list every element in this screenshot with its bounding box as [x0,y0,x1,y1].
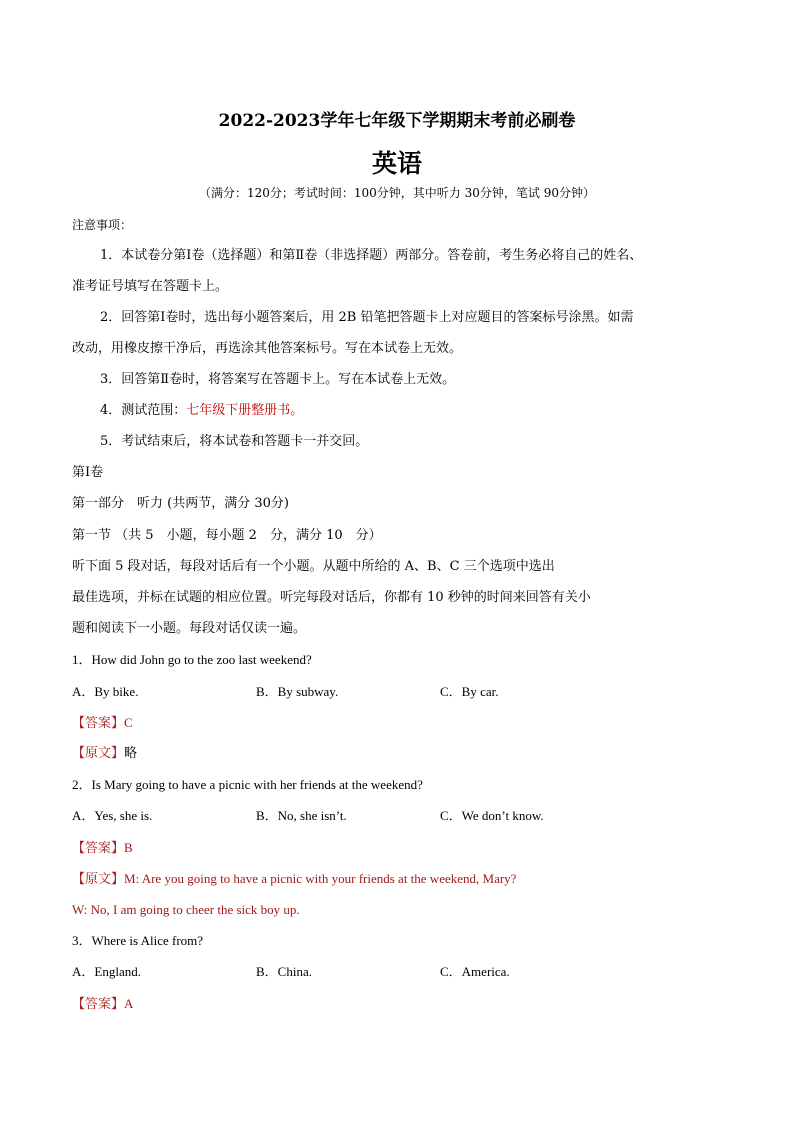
question-3-option-c: C．America. [440,964,510,979]
note-item-1-line-1: 1．本试卷分第Ⅰ卷（选择题）和第Ⅱ卷（非选择题）两部分。答卷前，考生务必将自己的姓名、 [100,248,643,263]
question-1-option-b: B．By subway. [256,684,339,699]
question-3-option-b: B．China. [256,964,312,979]
exam-info: （满分：120分；考试时间：100分钟，其中听力 30分钟，笔试 90分钟） [199,186,595,200]
instructions-line-2: 最佳选项，并标在试题的相应位置。听完每段对话后，你都有 10 秒钟的时间来回答有关小 [72,590,591,605]
subsection-heading: 第一节 （共 5 小题，每小题 2 分，满分 10 分） [72,528,382,543]
document-title: 2022-2023学年七年级下学期期末考前必刷卷 [218,111,576,131]
question-1-stem: 1．How did John go to the zoo last weekend? [72,652,312,667]
question-3-answer [72,995,133,1014]
note-item-5: 5．考试结束后，将本试卷和答题卡一并交回。 [100,434,369,449]
question-2-original-line-2: W: No, I am going to cheer the sick boy up. [72,902,300,917]
note-item-4 [100,402,303,420]
original-label: 【原文】 [72,872,125,887]
instructions-line-3: 题和阅读下一小题。每段对话仅读一遍。 [72,621,307,636]
question-2-option-c: C．We don’t know. [440,808,544,823]
note-item-2-line-1: 2．回答第Ⅰ卷时，选出每小题答案后，用 2B 铅笔把答题卡上对应题目的答案标号涂黑。如需 [100,310,634,325]
original-label: 【原文】 [72,746,125,761]
part-heading: 第一部分 听力 (共两节，满分 30分) [72,496,289,511]
answer-value: A [124,996,134,1011]
test-scope: 七年级下册整册书。 [186,403,304,418]
question-1-option-c: C．By car. [440,684,499,699]
question-2-option-a: A．Yes, she is. [72,808,153,823]
question-2-stem: 2．Is Mary going to have a picnic with her friends at the weekend? [72,777,423,792]
original-text: M: Are you going to have a picnic with your friends at the weekend, Mary? [124,871,517,886]
answer-label: 【答案】 [72,841,125,856]
original-text: 略 [124,746,138,761]
answer-label: 【答案】 [72,997,125,1012]
question-1-answer [72,714,133,733]
answer-value: C [124,715,133,730]
note-item-3: 3．回答第Ⅱ卷时，将答案写在答题卡上。写在本试卷上无效。 [100,372,456,387]
question-2-option-b: B．No, she isn’t. [256,808,347,823]
note-item-1-line-2: 准考证号填写在答题卡上。 [72,279,229,294]
answer-value: B [124,840,133,855]
question-2-original [72,870,516,889]
question-3-option-a: A．England. [72,964,141,979]
instructions-line-1: 听下面 5 段对话，每段对话后有一个小题。从题中所给的 A、B、C 三个选项中选出 [72,559,555,574]
question-3-stem: 3．Where is Alice from? [72,933,204,948]
note-item-4-prefix: 4．测试范围： [100,403,187,418]
subject-heading: 英语 [371,149,422,178]
volume-label: 第Ⅰ卷 [72,465,104,480]
note-item-2-line-2: 改动，用橡皮擦干净后，再选涂其他答案标号。写在本试卷上无效。 [72,341,463,356]
question-1-original [72,745,137,763]
question-2-answer [72,839,133,858]
answer-label: 【答案】 [72,716,125,731]
notes-heading: 注意事项： [72,218,133,232]
question-1-option-a: A．By bike. [72,684,139,699]
